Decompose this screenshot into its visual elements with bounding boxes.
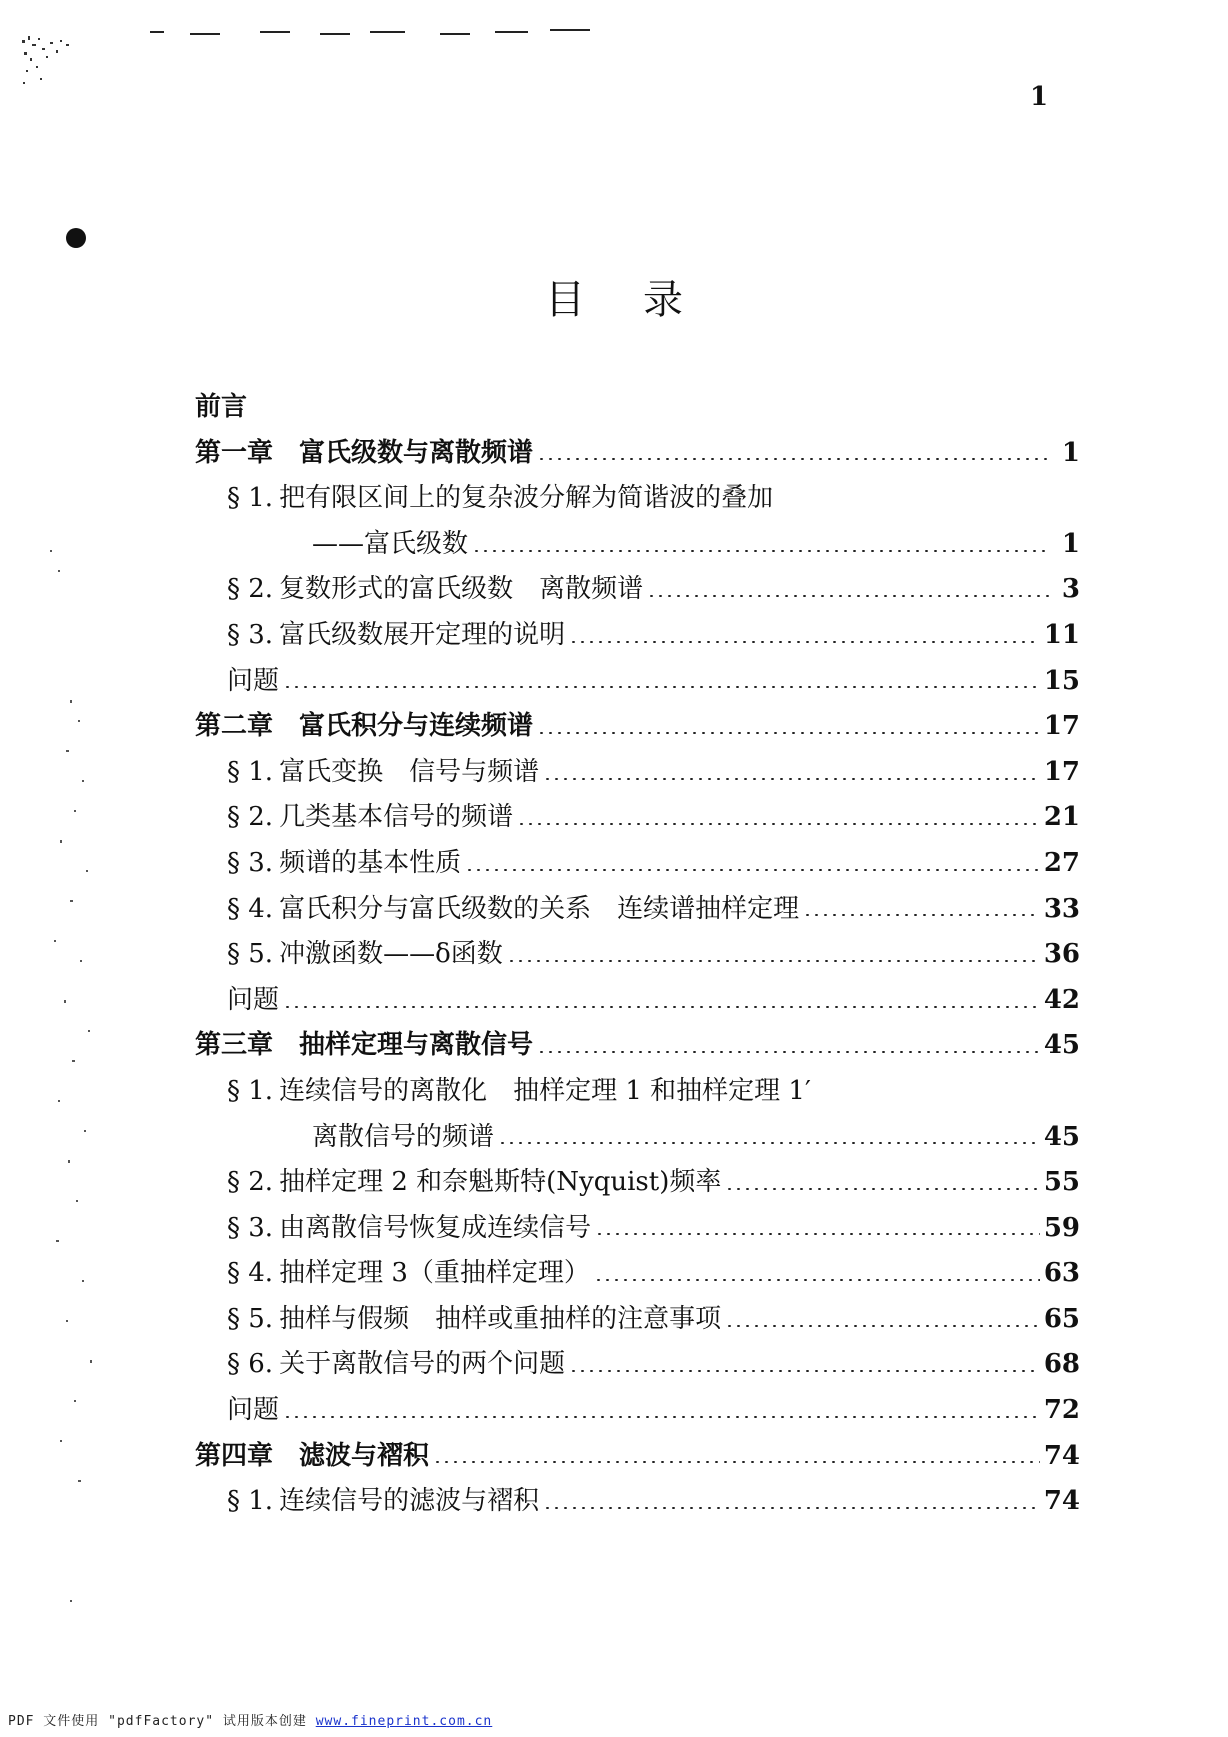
- footer-text: PDF 文件使用 "pdfFactory" 试用版本创建: [8, 1714, 316, 1729]
- toc-page-number: 59: [1043, 1212, 1080, 1243]
- toc-entry-problems[interactable]: [195, 978, 1080, 1024]
- toc-section-number: § 1.: [227, 483, 274, 514]
- toc-entry-label: 由离散信号恢复成连续信号: [279, 1212, 592, 1243]
- toc-entry-cont[interactable]: [195, 1115, 1080, 1161]
- toc-page-number: 72: [1043, 1395, 1080, 1426]
- toc-entry-label: 连续信号的离散化 抽样定理 1 和抽样定理 1′: [279, 1075, 811, 1106]
- toc-section-number: § 3.: [227, 1212, 274, 1243]
- scan-speckle: [20, 30, 120, 130]
- toc-page-number: 63: [1043, 1258, 1080, 1289]
- toc-entry-label: 抽样与假频 抽样或重抽样的注意事项: [279, 1303, 722, 1334]
- toc-entry-label: 连续信号的滤波与褶积: [279, 1486, 540, 1517]
- toc-page-number: 17: [1043, 711, 1080, 742]
- dot-leader: [433, 1461, 1040, 1463]
- toc-entry-section[interactable]: [195, 1479, 1080, 1525]
- toc-page-number: 68: [1043, 1349, 1080, 1380]
- toc-section-number: § 2.: [227, 802, 274, 833]
- toc-section-number: § 3.: [227, 847, 274, 878]
- toc-page-number: 33: [1043, 893, 1080, 924]
- dot-leader: [537, 1051, 1040, 1053]
- toc-page-number: 55: [1043, 1167, 1080, 1198]
- dot-leader: [283, 1006, 1040, 1008]
- toc-page-number: 21: [1043, 802, 1080, 833]
- dot-leader: [569, 1370, 1040, 1372]
- toc-section-number: § 1.: [227, 1486, 274, 1517]
- toc-entry-label: 富氏积分与富氏级数的关系 连续谱抽样定理: [279, 893, 800, 924]
- toc-entry-label: 复数形式的富氏级数 离散频谱: [279, 574, 644, 605]
- toc-entry-chapter[interactable]: [195, 704, 1080, 750]
- toc-entry-label: 几类基本信号的频谱: [279, 802, 514, 833]
- dot-leader: [472, 550, 1050, 552]
- toc-entry-chapter[interactable]: [195, 431, 1080, 477]
- toc-entry-section[interactable]: [195, 1251, 1080, 1297]
- toc-page-number: 74: [1043, 1486, 1080, 1517]
- dot-leader: [283, 1416, 1040, 1418]
- toc-section-number: § 4.: [227, 893, 274, 924]
- toc-entry-section[interactable]: [195, 932, 1080, 978]
- page-title: 目录: [545, 277, 741, 323]
- toc-entry-section[interactable]: [195, 1206, 1080, 1252]
- toc-page-number: 36: [1043, 939, 1080, 970]
- toc-entry-problems[interactable]: [195, 1388, 1080, 1434]
- pdf-footer: [8, 1710, 492, 1729]
- dot-leader: [725, 1325, 1040, 1327]
- toc-entry-label: 第二章 富氏积分与连续频谱: [195, 711, 534, 742]
- toc-page-number: 1: [1061, 528, 1080, 559]
- page-number: 1: [1030, 82, 1049, 112]
- toc-entry-section[interactable]: [195, 841, 1080, 887]
- scan-bullet-dot: [66, 228, 86, 248]
- toc-entry-label: 抽样定理 3（重抽样定理）: [279, 1258, 590, 1289]
- toc-section-number: § 5.: [227, 939, 274, 970]
- toc-entry-label: 第四章 滤波与褶积: [195, 1440, 430, 1471]
- toc-section-number: § 4.: [227, 1258, 274, 1289]
- toc-page-number: 27: [1043, 847, 1080, 878]
- toc-page-number: 45: [1043, 1121, 1080, 1152]
- toc-page-number: 65: [1043, 1303, 1080, 1334]
- toc-entry-section[interactable]: [195, 567, 1080, 613]
- toc-section-number: § 2.: [227, 1167, 274, 1198]
- dot-leader: [803, 914, 1040, 916]
- toc-entry-label: 富氏级数展开定理的说明: [279, 619, 566, 650]
- toc-entry-label: 抽样定理 2 和奈魁斯特(Nyquist)频率: [279, 1167, 722, 1198]
- toc-page-number: 17: [1043, 756, 1080, 787]
- toc-page-number: 45: [1043, 1030, 1080, 1061]
- toc-entry-section[interactable]: [195, 1069, 1080, 1115]
- dot-leader: [498, 1142, 1040, 1144]
- toc-entry-label: 冲激函数——δ函数: [279, 939, 503, 970]
- toc-section-number: § 6.: [227, 1349, 274, 1380]
- toc-entry-label: 频谱的基本性质: [279, 847, 462, 878]
- toc-entry-chapter[interactable]: [195, 1434, 1080, 1480]
- dot-leader: [537, 458, 1050, 460]
- dot-leader: [647, 595, 1050, 597]
- toc-page-number: 74: [1043, 1440, 1080, 1471]
- toc-page-number: 1: [1061, 437, 1080, 468]
- toc-page-number: 42: [1043, 984, 1080, 1015]
- toc-entry-preface[interactable]: [195, 385, 1080, 431]
- toc-entry-section[interactable]: [195, 795, 1080, 841]
- dot-leader: [569, 641, 1040, 643]
- dot-leader: [543, 778, 1040, 780]
- toc-entry-section[interactable]: [195, 1297, 1080, 1343]
- toc-page-number: 11: [1043, 619, 1080, 650]
- toc-entry-section[interactable]: [195, 1160, 1080, 1206]
- toc-entry-label: 富氏变换 信号与频谱: [279, 756, 540, 787]
- toc-entry-label: ——富氏级数: [312, 528, 469, 559]
- scan-dashes: [150, 22, 610, 52]
- toc-entry-label: 把有限区间上的复杂波分解为简谐波的叠加: [279, 483, 774, 514]
- toc-entry-chapter[interactable]: [195, 1023, 1080, 1069]
- toc-entry-problems[interactable]: [195, 659, 1080, 705]
- toc-section-number: § 3.: [227, 619, 274, 650]
- dot-leader: [537, 732, 1040, 734]
- dot-leader: [283, 686, 1040, 688]
- toc-section-number: § 5.: [227, 1303, 274, 1334]
- dot-leader: [517, 823, 1040, 825]
- toc-section-number: § 2.: [227, 574, 274, 605]
- toc-section-number: § 1.: [227, 756, 274, 787]
- toc-entry-label: 第一章 富氏级数与离散频谱: [195, 437, 534, 468]
- toc-entry-section[interactable]: [195, 613, 1080, 659]
- dot-leader: [543, 1507, 1040, 1509]
- toc-entry-section[interactable]: [195, 476, 1080, 522]
- toc-entry-section[interactable]: [195, 1342, 1080, 1388]
- toc-entry-label: 关于离散信号的两个问题: [279, 1349, 566, 1380]
- dot-leader: [594, 1279, 1040, 1281]
- scan-margin-noise: [30, 540, 130, 1640]
- toc-entry-label: 离散信号的频谱: [312, 1121, 495, 1152]
- toc-entry-cont[interactable]: [195, 522, 1080, 568]
- dot-leader: [465, 869, 1040, 871]
- toc-page-number: 3: [1061, 574, 1080, 605]
- toc-section-number: § 1.: [227, 1075, 274, 1106]
- toc-entry-label: 问题: [227, 1395, 280, 1426]
- dot-leader: [725, 1188, 1039, 1190]
- dot-leader: [595, 1233, 1040, 1235]
- toc-entry-section[interactable]: [195, 887, 1080, 933]
- toc-entry-label: 前言: [195, 392, 248, 422]
- toc-entry-label: 问题: [227, 665, 280, 696]
- dot-leader: [507, 960, 1040, 962]
- table-of-contents: [195, 385, 1080, 1525]
- toc-entry-label: 第三章 抽样定理与离散信号: [195, 1030, 534, 1061]
- footer-link[interactable]: www.fineprint.com.cn: [315, 1714, 493, 1729]
- toc-entry-label: 问题: [227, 984, 280, 1015]
- toc-page-number: 15: [1043, 665, 1080, 696]
- toc-entry-section[interactable]: [195, 750, 1080, 796]
